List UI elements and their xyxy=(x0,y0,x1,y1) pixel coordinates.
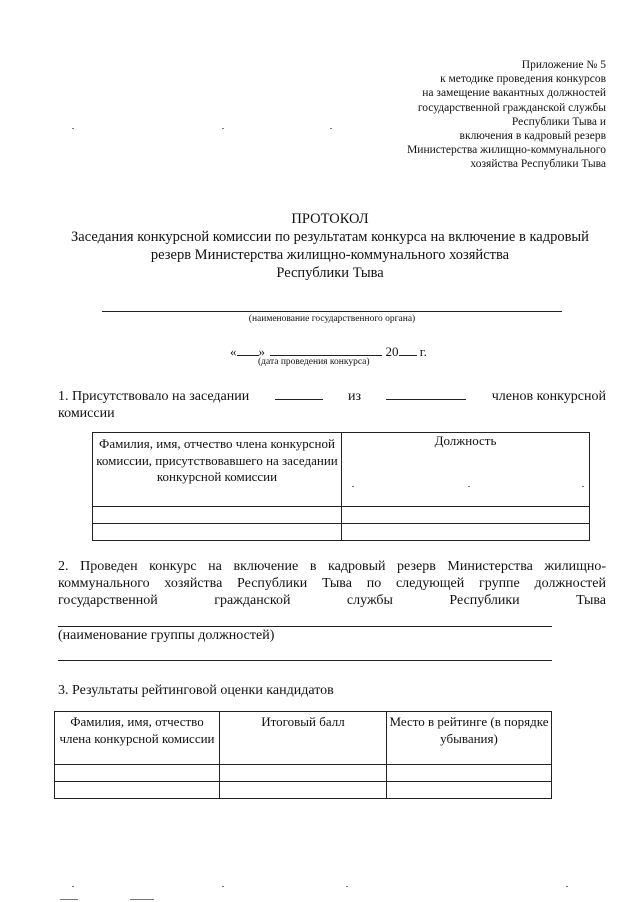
section-3-title: 3. Результаты рейтинговой оценки кандидатов xyxy=(58,683,334,698)
date-caption: (дата проведения конкурса) xyxy=(258,357,370,367)
document-subtitle-line: Заседания конкурсной комиссии по результатам конкурса на включение в кадровый xyxy=(71,229,589,245)
date-year-blank xyxy=(399,343,417,356)
appendix-note xyxy=(306,58,606,172)
date-close-quote: » xyxy=(258,344,265,359)
position-group-line-2 xyxy=(58,660,552,661)
table-cell[interactable] xyxy=(220,765,387,782)
rating-table-header-score: Итоговый балл xyxy=(220,712,387,765)
table-cell[interactable] xyxy=(342,507,590,524)
appendix-line: на замещение вакантных должностей xyxy=(422,87,606,100)
section-1 xyxy=(58,386,606,422)
document-subtitle-line: Республики Тыва xyxy=(276,265,384,281)
appendix-line: государственной гражданской службы xyxy=(417,101,606,114)
date-open-quote: « xyxy=(230,344,237,359)
appendix-line: Республики Тыва и xyxy=(511,115,606,128)
scan-speck xyxy=(468,486,470,487)
section-2-line: 2. Проведен конкурс на включение в кадровый резерв Министерства жилищно- xyxy=(58,559,606,574)
section-1-prefix: 1. Присутствовало на заседании xyxy=(58,389,250,404)
members-table-header-name: Фамилия, имя, отчество члена конкурсной комиссии, присутствовавшего на заседании конкурсной комиссии xyxy=(93,433,342,507)
section-2 xyxy=(58,558,606,609)
scan-speck xyxy=(72,886,74,887)
table-row xyxy=(55,782,552,799)
section-1-line xyxy=(58,386,606,405)
date-day-blank xyxy=(237,343,259,356)
scan-speck xyxy=(60,899,78,900)
scan-speck xyxy=(566,886,568,887)
total-count-blank xyxy=(386,386,466,400)
table-row xyxy=(93,507,590,524)
scan-speck xyxy=(346,886,348,887)
appendix-line: Приложение № 5 xyxy=(521,59,606,71)
position-group-caption: (наименование группы должностей) xyxy=(58,628,275,643)
scan-speck xyxy=(222,886,224,887)
section-1-of: из xyxy=(347,389,361,404)
table-cell[interactable] xyxy=(55,782,220,799)
table-cell[interactable] xyxy=(342,524,590,541)
members-table xyxy=(92,432,590,541)
protocol-heading xyxy=(40,210,620,282)
rating-table-header-place: Место в рейтинге (в порядке убывания) xyxy=(387,712,552,765)
scan-speck xyxy=(222,128,224,129)
table-row xyxy=(55,765,552,782)
appendix-line: хозяйства Республики Тыва xyxy=(470,158,606,171)
date-year-suffix: г. xyxy=(419,344,427,359)
table-cell[interactable] xyxy=(387,782,552,799)
document-subtitle-line: резерв Министерства жилищно-коммунального хозяйства xyxy=(150,247,510,263)
table-header-row xyxy=(55,712,552,765)
date-year-prefix: 20 xyxy=(385,344,399,359)
table-row xyxy=(93,524,590,541)
scan-speck xyxy=(582,486,584,487)
date-month-blank xyxy=(270,343,382,356)
present-count-blank xyxy=(275,386,323,400)
table-cell[interactable] xyxy=(93,507,342,524)
table-cell[interactable] xyxy=(93,524,342,541)
appendix-line: к методике проведения конкурсов xyxy=(440,73,606,86)
rating-table xyxy=(54,711,552,799)
rating-table-header-name: Фамилия, имя, отчество члена конкурсной комиссии xyxy=(55,712,220,765)
section-1-line2: комиссии xyxy=(58,406,115,421)
scan-speck xyxy=(130,899,154,900)
document-title: ПРОТОКОЛ xyxy=(291,211,369,227)
appendix-line: включения в кадровый резерв xyxy=(459,130,606,143)
scan-speck xyxy=(72,128,74,129)
table-cell[interactable] xyxy=(55,765,220,782)
organ-name-line xyxy=(102,311,562,312)
members-table-header-position: Должность xyxy=(342,433,590,507)
table-cell[interactable] xyxy=(387,765,552,782)
scan-speck xyxy=(352,486,354,487)
table-header-row xyxy=(93,433,590,507)
appendix-line: Министерства жилищно-коммунального xyxy=(407,144,606,157)
section-1-members: членов конкурсной xyxy=(491,389,606,404)
section-2-line: государственной гражданской службы Республики Тыва xyxy=(58,593,606,608)
section-2-line: коммунального хозяйства Республики Тыва по следующей группе должностей xyxy=(58,576,606,591)
table-cell[interactable] xyxy=(220,782,387,799)
organ-name-caption: (наименование государственного органа) xyxy=(248,314,416,324)
scan-speck xyxy=(330,128,332,129)
